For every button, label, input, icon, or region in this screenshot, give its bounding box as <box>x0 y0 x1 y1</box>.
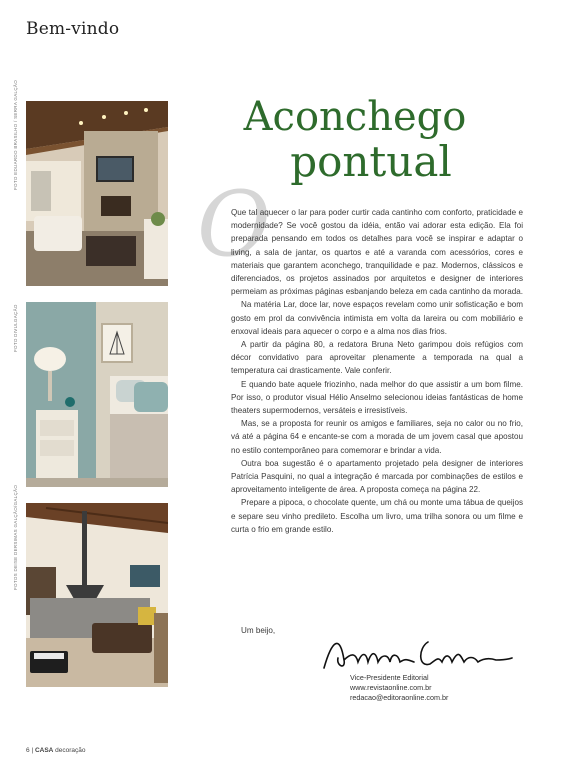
signature-website: www.revistaonline.com.br <box>350 683 432 692</box>
bedroom-image <box>26 302 168 487</box>
signature-info <box>350 673 448 703</box>
photo-credit-3: FOTOS DEISE DERSIMAS GALÇÃO/GALÇÃO <box>13 484 18 590</box>
photo-fireplace-room <box>26 503 168 687</box>
photo-living-room <box>26 101 168 286</box>
signature-email: redacao@editoraonline.com.br <box>350 693 449 702</box>
page-number: 6 <box>26 747 30 754</box>
article-body <box>231 206 523 536</box>
closing-text: Um beijo, <box>241 626 276 635</box>
article-title-line-2: pontual <box>290 137 452 186</box>
article-title-line-1: Aconchego <box>243 94 467 140</box>
section-title: Bem-vindo <box>26 19 120 39</box>
paragraph: Na matéria Lar, doce lar, nove espaços revelam como unir sofisticação e bom gosto em prol da convivência intimista em volta da lareira ou com mobiliário e enxoval ideais para aquecer o corpo e a alma nos dias frios. <box>231 300 523 336</box>
paragraph: Prepare a pipoca, o chocolate quente, um chá ou monte uma tábua de queijos e separe seu vinho predileto. Escolha um livro, uma trilha sonora ou um filme e curta o frio em grande estilo. <box>231 498 523 534</box>
page-footer: 6 | CASA decoração <box>26 747 86 754</box>
paragraph: Outra boa sugestão é o apartamento projetado pela designer de interiores Patrícia Pasquini, no qual a integração é marcada por combinações de estilos e aproveitamento inteligente de área. A proposta começa na página 22. <box>231 458 523 495</box>
signature-role: Vice-Presidente Editorial <box>350 673 429 682</box>
fireplace-room-image <box>26 503 168 687</box>
magazine-brand: CASA <box>34 747 54 754</box>
paragraph: E quando bate aquele friozinho, nada melhor do que assistir a um bom filme. Por isso, o produtor visual Hélio Anselmo selecionou ideias fantásticas de home theaters supermodernos, versáteis e irresistíveis. <box>231 379 523 416</box>
photo-credit-2: FOTO DIVULGAÇÃO <box>13 304 18 352</box>
paragraph: Mas, se a proposta for reunir os amigos e familiares, seja no calor ou no frio, vá até a página 64 e encante-se com a morada de um jovem casal que apostou no estilo contemporâneo para comemorar e brindar a vida. <box>231 419 523 455</box>
living-room-image <box>26 101 168 286</box>
magazine-section: decoração <box>55 747 86 754</box>
photo-bedroom <box>26 302 168 487</box>
photo-credit-1: FOTO EDUARDO BRASILHO / SERRA GALÇÃO <box>13 80 18 190</box>
drop-cap: O <box>197 172 271 277</box>
paragraph: Que tal aquecer o lar para poder curtir cada cantinho com conforto, praticidade e modernidade? Se você gostou da idéia, então vai adorar esta edição. Ela foi preparada pensando em todos os detalhes para você se inspirar e adaptar o living, a sala de jantar, os quartos e até a varanda com acessórios, cores e materiais que garantem aconchego, tranquilidade e paz. Modernos, clássicos e diferenciados, os projetos assinados por arquitetos e designer de interiores permeiam as próximas páginas esbanjando beleza em cada cantinho da morada. <box>231 208 523 297</box>
paragraph: A partir da página 80, a redatora Bruna Neto garimpou dois refúgios com décor convidativo para aproveitar plenamente a temporada na qual a temperatura cai drasticamente. Vale conferir. <box>231 340 523 376</box>
